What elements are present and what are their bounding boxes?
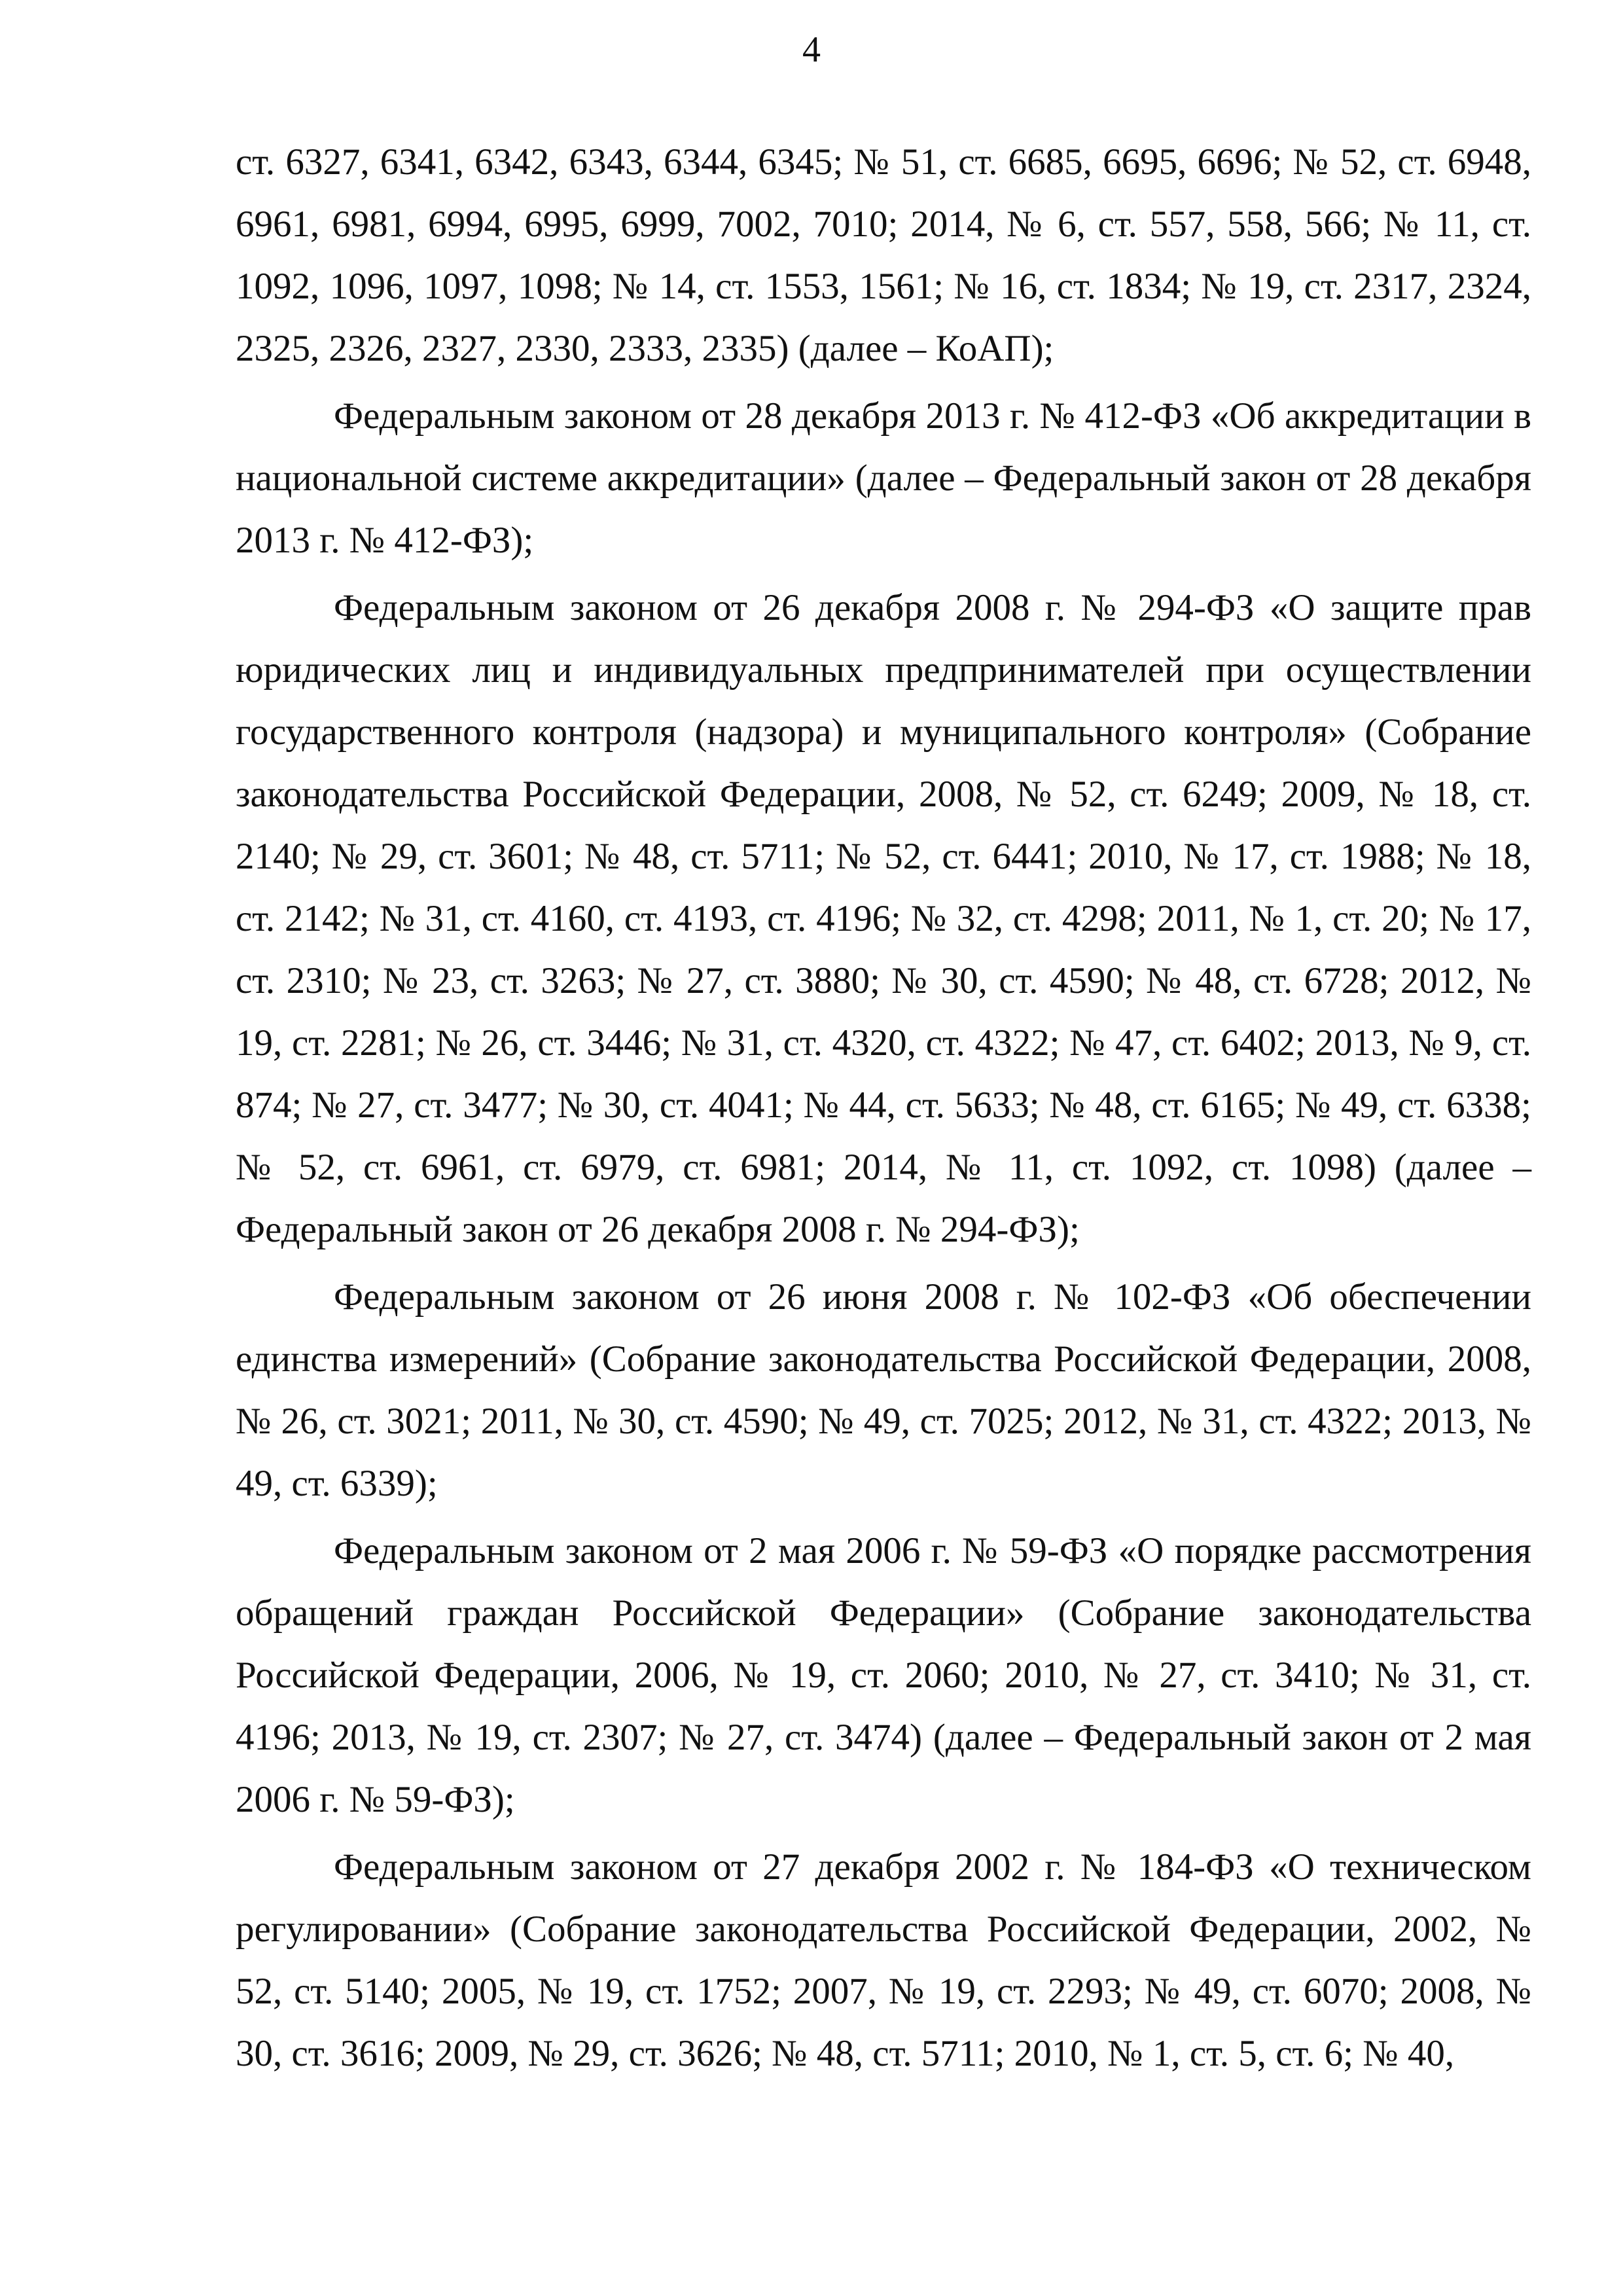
paragraph-law-294-fz: Федеральным законом от 26 декабря 2008 г. № 294-ФЗ «О защите прав юридических лиц и индивидуальных предпринимателей при осуществлении государственного контроля (надзора) и муниципального контроля» (Собрание законодательства Российской Федерации, 2008, № 52, ст. 6249; 2009, № 18, ст. 2140; № 29, ст. 3601; № 48, ст. 5711; № 52, ст. 6441; 2010, № 17, ст. 1988; № 18, ст. 2142; № 31, ст. 4160, ст. 4193, ст. 4196; № 32, ст. 4298; 2011, № 1, ст. 20; № 17, ст. 2310; № 23, ст. 3263; № 27, ст. 3880; № 30, ст. 4590; № 48, ст. 6728; 2012, № 19, ст. 2281; № 26, ст. 3446; № 31, ст. 4320, ст. 4322; № 47, ст. 6402; 2013, № 9, ст. 874; № 27, ст. 3477; № 30, ст. 4041; № 44, ст. 5633; № 48, ст. 6165; № 49, ст. 6338; № 52, ст. 6961, ст. 6979, ст. 6981; 2014, № 11, ст. 1092, ст. 1098) (далее – Федеральный закон от 26 декабря 2008 г. № 294-ФЗ); [236, 587, 1531, 1250]
page-number: 4 [802, 29, 821, 70]
paragraph-koap-continuation: ст. 6327, 6341, 6342, 6343, 6344, 6345; № 51, ст. 6685, 6695, 6696; № 52, ст. 6948, 6961, 6981, 6994, 6995, 6999, 7002, 7010; 2014, № 6, ст. 557, 558, 566; № 11, ст. 1092, 1096, 1097, 1098; № 14, ст. 1553, 1561; № 16, ст. 1834; № 19, ст. 2317, 2324, 2325, 2326, 2327, 2330, 2333, 2335) (далее – КоАП); [236, 141, 1531, 369]
document-body [236, 131, 1531, 2085]
paragraph-law-184-fz: Федеральным законом от 27 декабря 2002 г. № 184-ФЗ «О техническом регулировании» (Собрание законодательства Российской Федерации, 2002, № 52, ст. 5140; 2005, № 19, ст. 1752; 2007, № 19, ст. 2293; № 49, ст. 6070; 2008, № 30, ст. 3616; 2009, № 29, ст. 3626; № 48, ст. 5711; 2010, № 1, ст. 5, ст. 6; № 40, [236, 1846, 1531, 2074]
paragraph-law-412-fz: Федеральным законом от 28 декабря 2013 г. № 412-ФЗ «Об аккредитации в национальной системе аккредитации» (далее – Федеральный закон от 28 декабря 2013 г. № 412-ФЗ); [236, 395, 1531, 561]
paragraph-law-102-fz: Федеральным законом от 26 июня 2008 г. № 102-ФЗ «Об обеспечении единства измерений» (Собрание законодательства Российской Федерации, 2008, № 26, ст. 3021; 2011, № 30, ст. 4590; № 49, ст. 7025; 2012, № 31, ст. 4322; 2013, № 49, ст. 6339); [236, 1276, 1531, 1504]
paragraph-law-59-fz: Федеральным законом от 2 мая 2006 г. № 59-ФЗ «О порядке рассмотрения обращений граждан Российской Федерации» (Собрание законодательства Российской Федерации, 2006, № 19, ст. 2060; 2010, № 27, ст. 3410; № 31, ст. 4196; 2013, № 19, ст. 2307; № 27, ст. 3474) (далее – Федеральный закон от 2 мая 2006 г. № 59-ФЗ); [236, 1530, 1531, 1820]
